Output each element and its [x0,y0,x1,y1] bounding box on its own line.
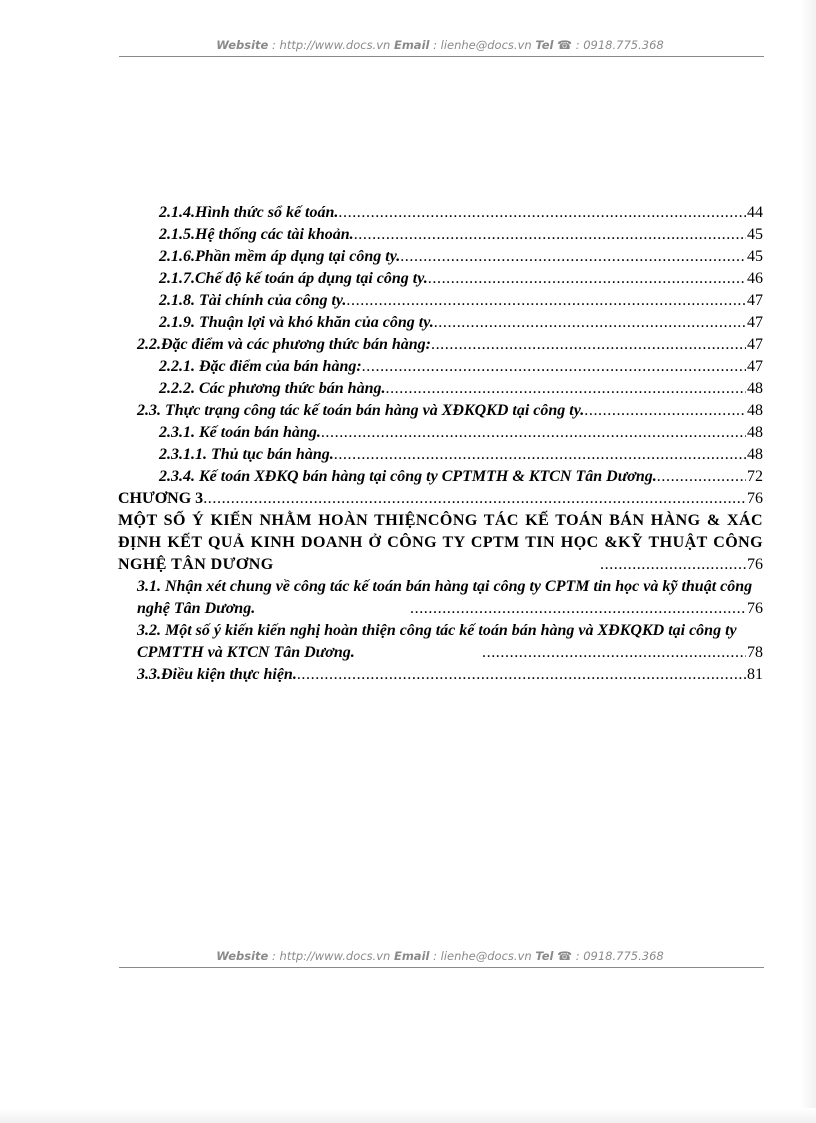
toc-entry-3-1[interactable]: 3.1. Nhận xét chung về công tác kế toán bán hàng tại công ty CPTM tin học và kỹ thuật công nghệ Tân Dương. [137,578,753,617]
dot-leader [334,444,746,466]
toc-entry-3-2-page [482,642,763,664]
dot-leader [346,290,746,312]
dot-leader [338,202,746,224]
dot-leader [584,400,746,422]
footer-tel-value: : 0918.775.368 [575,949,664,963]
dot-leader [600,554,746,576]
toc-page-number: 76 [747,556,763,573]
toc-entry-2-3-1-1[interactable]: 2.3.1.1. Thủ tục bán hàng. ..... 48 [159,444,763,466]
toc-entry-3-2[interactable]: 3.2. Một số ý kiến kiến nghị hoàn thiện công tác kế toán bán hàng và XĐKQKD tại công ty CPMTTH và KTCN Tân Dương. [137,622,737,661]
toc-entry-2-2-1[interactable]: 2.2.1. Đặc điểm của bán hàng: ..... 47 [159,356,763,378]
toc-entry-2-3-4[interactable]: 2.3.4. Kế toán XĐKQ bán hàng tại công ty CPTMTH & KTCN Tân Dương. ..... 72 [159,466,763,488]
toc-page-number: 81 [747,666,763,683]
page-footer [0,949,816,963]
footer-email-label: Email [393,949,430,963]
toc-page-number: 48 [747,424,763,441]
dot-leader [657,466,746,488]
dot-leader [297,664,746,686]
toc-page-number: 48 [747,402,763,419]
phone-icon: ☎ [557,949,573,963]
footer-tel-label: Tel [535,949,554,963]
footer-email-link[interactable]: : lienhe@docs.vn [433,949,532,963]
toc-entry-2-1-8[interactable]: 2.1.8. Tài chính của công ty. ..... 47 [159,290,763,312]
toc-page-number: 76 [747,490,763,507]
toc-entry-2-1-6[interactable]: 2.1.6.Phần mềm áp dụng tại công ty. ..... 45 [159,246,763,268]
header-website-link[interactable]: : http://www.docs.vn [272,38,391,52]
toc-entry-chapter-3-title-page [600,554,763,576]
toc-page-number: 45 [747,226,763,243]
footer-website-link[interactable]: : http://www.docs.vn [272,949,391,963]
toc-page-number: 78 [747,644,763,661]
dot-leader [431,334,746,356]
toc-entry-2-1-7[interactable]: 2.1.7.Chế độ kế toán áp dụng tại công ty. ..... 46 [159,268,763,290]
toc-entry-chapter-3[interactable]: CHƯƠNG 3 ..... 76 [118,488,763,510]
header-email-label: Email [393,38,430,52]
toc-page-number: 48 [747,380,763,397]
phone-icon: ☎ [557,38,573,52]
dot-leader [203,488,746,510]
toc-entry-2-2[interactable]: 2.2.Đặc điểm và các phương thức bán hàng: ..... 47 [137,334,763,356]
toc-page-number: 48 [747,446,763,463]
toc-entry-2-3[interactable]: 2.3. Thực trạng công tác kế toán bán hàng và XĐKQKD tại công ty. ..... 48 [137,400,763,422]
toc-page-number: 46 [747,270,763,287]
header-tel-value: : 0918.775.368 [575,38,664,52]
header-rule [119,56,764,57]
toc-entry-2-1-9[interactable]: 2.1.9. Thuận lợi và khó khăn của công ty. ..... 47 [159,312,763,334]
toc-entry-3-1-page [410,598,763,620]
header-tel-label: Tel [535,38,554,52]
toc-page-number: 72 [747,468,763,485]
toc-page-number: 44 [747,204,763,221]
toc-page-number: 47 [747,292,763,309]
toc-entry-chapter-3-title[interactable]: MỘT SỐ Ý KIẾN NHẰM HOÀN THIỆNCÔNG TÁC KẾ TOÁN BÁN HÀNG & XÁC ĐỊNH KẾT QUẢ KINH DOANH Ở CÔNG TY CPTM TIN HỌC &KỸ THUẬT CÔNG NGHỆ TÂN DƯƠNG [118,512,763,573]
page-header [0,38,816,52]
dot-leader [362,356,746,378]
footer-website-label: Website [216,949,269,963]
toc-entry-2-2-2[interactable]: 2.2.2. Các phương thức bán hàng. ..... 48 [159,378,763,400]
toc-page-number: 45 [747,248,763,265]
dot-leader [482,642,746,664]
toc-page-number: 47 [747,358,763,375]
toc-entry-3-3[interactable]: 3.3.Điều kiện thực hiện. ..... 81 [137,664,763,686]
dot-leader [428,268,746,290]
toc-entry-2-1-4[interactable]: 2.1.4.Hình thức sổ kế toán. ..... 44 [159,202,763,224]
footer-rule [119,967,764,968]
page-edge-shadow-bottom [0,1108,816,1123]
toc-page-number: 47 [747,336,763,353]
header-website-label: Website [216,38,269,52]
dot-leader [321,422,746,444]
toc-page-number: 47 [747,314,763,331]
toc-entry-2-3-1[interactable]: 2.3.1. Kế toán bán hàng. ..... 48 [159,422,763,444]
toc-entry-2-1-5[interactable]: 2.1.5.Hệ thống các tài khoản. ..... 45 [159,224,763,246]
toc-page-number: 76 [747,600,763,617]
dot-leader [410,598,746,620]
header-email-link[interactable]: : lienhe@docs.vn [433,38,532,52]
dot-leader [385,378,746,400]
dot-leader [354,224,746,246]
dot-leader [400,246,746,268]
dot-leader [434,312,746,334]
